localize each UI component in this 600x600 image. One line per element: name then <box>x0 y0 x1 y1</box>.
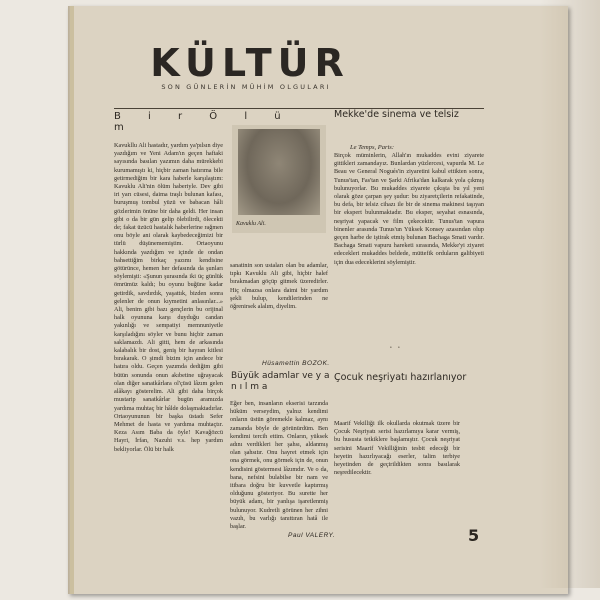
page-number: 5 <box>468 526 480 545</box>
mekke-body <box>334 152 484 372</box>
bir-olum-text: Kavukllu Ali hastadır, yardım ya'pılsın diye yazdığım ve Yeni Adam'ın geçen haftaki sayısında basılan yazımın daha mürekkebi kurumamıştı ki, hiçbir zaman hatırıma bile getirmediğim bir kara haberle karşılaştım: Kavuklu Ali'nin ölüm haberiyle. Dev gibi iri yarı cüsesi, daima traşlı bulunan kafası, buruşmuş tombul yüzü ve babacan hâli gözlerimin önüne bir daha geldi. Her insan gibi o da bir gün gelip ölebilirdi, ölecekti de; fakat üzücü hastalık haberlerine rağmen onu böyle ani olarak kaybedeceğimizi bir türlü düşünememiştim. Ortaoyunu hakkında yazdığım ve içinde de ondan bahsettiğim birkaç yazımı kendisine götürünce, hemen her defasında da şunları söylemişti: «Şunun şurasında iki üç günlük ömrümüz kaldı; bu oyunu buğüne kadar getirdik, savdırdık, yaşattık, bizden sonra gelenler de onun kıymetini anlasınlar...» Ali, benim gibi bazı gençlerin bu orijinal halk oyununa karşı duyduğu candan yakınlığı ve sempatiyi memnuniyetle karşıladığını söyler ve bunu hiçbir zaman saklamazdı. Ali gitti, hem de arkasında kalabalık bir dost, geniş bir hayran kitlesi bırakarak. O şimdi bizim için andece bir hatıra oldu. Geçen yazımda dediğim gibi bütün sonunda onun akıbetine uğrayacak olan diğer sanatkârlara ol'çüsü lâzım gelen alâkayı gösterelim. Ali gibi daha birçok mustarip sanatkârlar bugün aramızda yardıma muhtaç bir hâlde dolaşmaktadırlar. Ortaoyununun bir başka üstadı Sefer Mehmet de hasta ve yardıma muhtaçtır. Keza Asım Baba da öyle! Kavağözcü Hayri, İrfan, Nazuhi v.s. hep yardım bekliyorlar. Ölü bir halk <box>114 142 223 453</box>
bir-olum-body <box>114 142 223 550</box>
bir-olum-continuation <box>230 262 328 367</box>
cocuk-neşriyati-headline: Çocuk neşriyatı hazırlanıyor <box>334 372 467 383</box>
cocuk-body <box>334 420 460 550</box>
buyuk-adamlar-text: Eğer ben, insanların ekserisi tarzında hüküm verseydim, yalnız kendimi onların üstün göremekle kalmaz, aynı zamanda böyle de görünürdüm. Ben kendimi tercih ettim. Onların, yüksek adını verdikleri her şahsı, aldanmış olan şahsıtır. Onu hayret etmek için ona görmek, onu görmek için de, onun kendisini göstermesi lâzımdır. Ve o da, bana, nefsini bulabilse bir nam ve itibara doğru bir kuvvetle kaptırmış olduğunu gösteriyor. Bu surette her büyük adam, bir yanlışa işaretlenmiş bulunuyor. Kudretli görünen her zihni vazıh, bu varlığı tanıttıran hatâ ile başlar. <box>230 400 328 531</box>
masthead <box>108 41 384 94</box>
binding-edge <box>70 6 74 594</box>
valery-signature: Paul VALERY. <box>288 532 336 539</box>
portrait-photo <box>232 125 326 233</box>
le-temps-dateline: Le Temps, Paris: <box>350 144 395 151</box>
buyuk-adamlar-headline: Büyük adamlar ve y a n ı l m a <box>231 371 330 392</box>
magazine-title: KÜLTÜR <box>150 41 350 85</box>
kavuklu-ali-portrait <box>238 129 320 215</box>
cocuk-text: Maarif Vekilliği ilk okullarda okutmak üzere bir Çocuk Neşriyatı serisi hazırlamıya karar vermiş, bu hususta tetkiklere başlamıştır. Çocuk neşriyat serisini Maarif Vekilliğinin tesbit edeceği bir heyetin hazırlıyacağı eserler, talim terbiye heyetinden de geçirildikten sonra basılarak neşredilecektir. <box>334 420 460 477</box>
bir-olum-headline: B i r Ö l ü m <box>114 111 293 133</box>
mekke-headline: Mekke'de sinema ve telsiz <box>334 109 459 120</box>
buyuk-adamlar-body <box>230 400 328 542</box>
separator-dots: • • <box>390 346 400 351</box>
magazine-subtitle: SON GÜNLERİN MÜHİM OLGULARI <box>161 83 331 91</box>
bozok-signature: Hüsamettin BOZOK. <box>262 360 330 367</box>
mekke-text: Birçok müminlerin, Allah'ın mukaddes evini ziyarete gittikleri zamandayız. Bunlardan yüzlercesi, vapurda M. Le Beau ve General Nogués'in ziyaretini kabul ettikten sonra, Tunus'tan, Fas'tan ve Şarki Afrika'dan kalkarak yola çıkmış bulunuyorlar. Bu mukaddes ziyarete çıkışta bu yıl yeni olarak göze çarpan şey şudur: bu ziyaretçilerin refakatinde, bu defa, bir telsiz cihazı ile bir de sinema makinesi taşıyan bir ekspert bulunmaktadır. Bu eksper, seyahat esnasında, neşriyat yapacak ve film çekecektir. Tunus'tan vapura binenler arasında Tunus'un Yüksek Konsey azasından olup geçen harbe de iştirak etmiş bulunan Bachaga Smati vardır. Bachaga Smati vapuru hareketi sırasında, Mekke'yi ziyaret edecekleri mukaddes beldede, müttefik orduların galibiyeti için dua edeceklerini söylemiştir. <box>334 152 484 266</box>
photo-caption: Kavuklu Ali. <box>236 221 266 227</box>
bir-olum-continuation-text: sanatinin son ustaları olan bu adamlar, tıpkı Kavuklu Ali gibi, hiçbir halef bırakmadan göçüp gitmek üzeredirler. Hiç olmazsa onlara daimi bir yardım şekli bulup, kendilerinden ne öğrenirsek alalım, diyelim. <box>230 262 328 311</box>
